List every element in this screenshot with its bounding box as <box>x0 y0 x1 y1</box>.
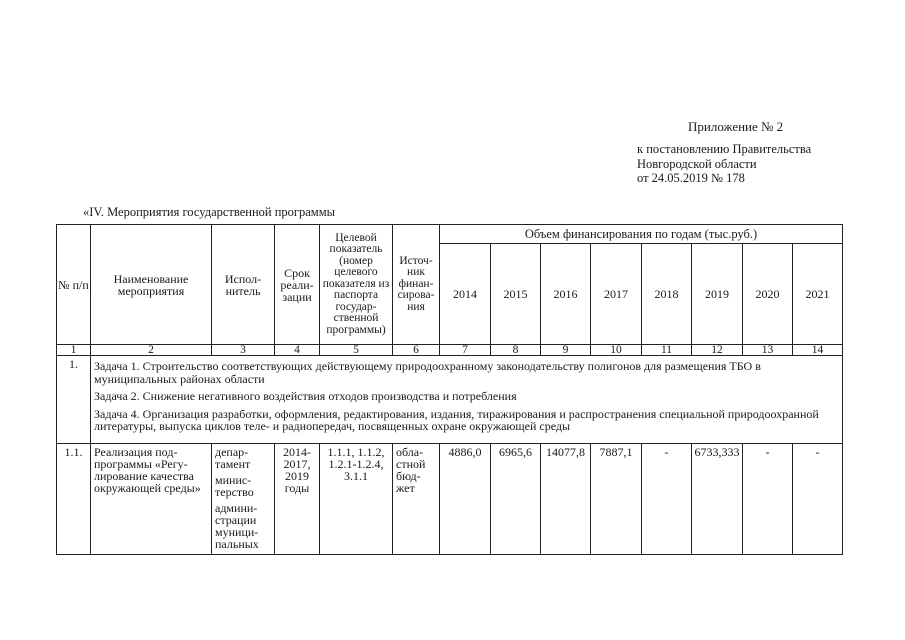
value-2020: - <box>743 444 793 555</box>
header-indicator: Целевой показатель (номер целевого показателя из паспорта государ-ственной программы) <box>320 225 393 345</box>
task-1: Задача 1. Строительство соответствующих действующему природоохранному законодательству полигонов для размещения ТБО в муниципальных районах области <box>94 359 761 386</box>
funding-source: обла-стной бюд-жет <box>393 444 440 555</box>
column-number: 8 <box>491 345 541 356</box>
activities-table <box>56 224 843 555</box>
header-source: Источ-ник финан-сирова-ния <box>393 225 440 345</box>
value-2017: 7887,1 <box>591 444 642 555</box>
column-number: 7 <box>440 345 491 356</box>
executor-ministry: минис-терство <box>215 473 254 499</box>
value-2015: 6965,6 <box>491 444 541 555</box>
header-year: 2018 <box>642 244 692 345</box>
header-term: Срок реали-зации <box>275 225 320 345</box>
header-year: 2021 <box>793 244 843 345</box>
column-number: 4 <box>275 345 320 356</box>
column-number: 12 <box>692 345 743 356</box>
table-row <box>57 444 843 555</box>
value-2019: 6733,333 <box>692 444 743 555</box>
header-year: 2017 <box>591 244 642 345</box>
column-number: 1 <box>57 345 91 356</box>
header-year: 2016 <box>541 244 591 345</box>
value-2016: 14077,8 <box>541 444 591 555</box>
decree-line-3: от 24.05.2019 № 178 <box>637 171 745 185</box>
column-number: 9 <box>541 345 591 356</box>
term: 2014-2017, 2019 годы <box>275 444 320 555</box>
decree-line-1: к постановлению Правительства <box>637 142 812 156</box>
executor-administrations: админи-страции муници-пальных <box>215 501 259 551</box>
header-name: Наименование мероприятия <box>91 225 212 345</box>
executor <box>212 444 275 555</box>
header-num: № п/п <box>57 225 91 345</box>
decree-reference <box>637 142 811 186</box>
decree-line-2: Новгородской области <box>637 156 757 171</box>
column-number: 13 <box>743 345 793 356</box>
column-number: 3 <box>212 345 275 356</box>
indicator: 1.1.1, 1.1.2, 1.2.1-1.2.4, 3.1.1 <box>320 444 393 555</box>
executor-department: депар-тамент <box>215 445 251 471</box>
column-number: 14 <box>793 345 843 356</box>
row-num: 1.1. <box>57 444 91 555</box>
header-executor: Испол-нитель <box>212 225 275 345</box>
header-year: 2015 <box>491 244 541 345</box>
column-number: 2 <box>91 345 212 356</box>
header-year: 2020 <box>743 244 793 345</box>
column-number: 11 <box>642 345 692 356</box>
header-financing: Объем финансирования по годам (тыс.руб.) <box>440 225 843 244</box>
task-list <box>91 356 843 444</box>
section-title: «IV. Мероприятия государственной программы <box>83 205 336 219</box>
appendix-title: Приложение № 2 <box>688 119 784 134</box>
value-2018: - <box>642 444 692 555</box>
value-2014: 4886,0 <box>440 444 491 555</box>
header-year: 2014 <box>440 244 491 345</box>
activity-name: Реализация под-программы «Регу-лирование качества окружающей среды» <box>91 444 212 555</box>
value-2021: - <box>793 444 843 555</box>
task-2: Задача 2. Снижение негативного воздействия отходов производства и потребления <box>94 389 517 403</box>
task-4: Задача 4. Организация разработки, оформления, редактирования, издания, тиражирования и распространения специальной природоохранной литературы, выпуска циклов теле- и радиопередач, посвященных охране окружающей среды <box>94 406 819 433</box>
header-year: 2019 <box>692 244 743 345</box>
column-number: 10 <box>591 345 642 356</box>
task-row-num: 1. <box>57 356 91 444</box>
column-number: 6 <box>393 345 440 356</box>
column-number: 5 <box>320 345 393 356</box>
